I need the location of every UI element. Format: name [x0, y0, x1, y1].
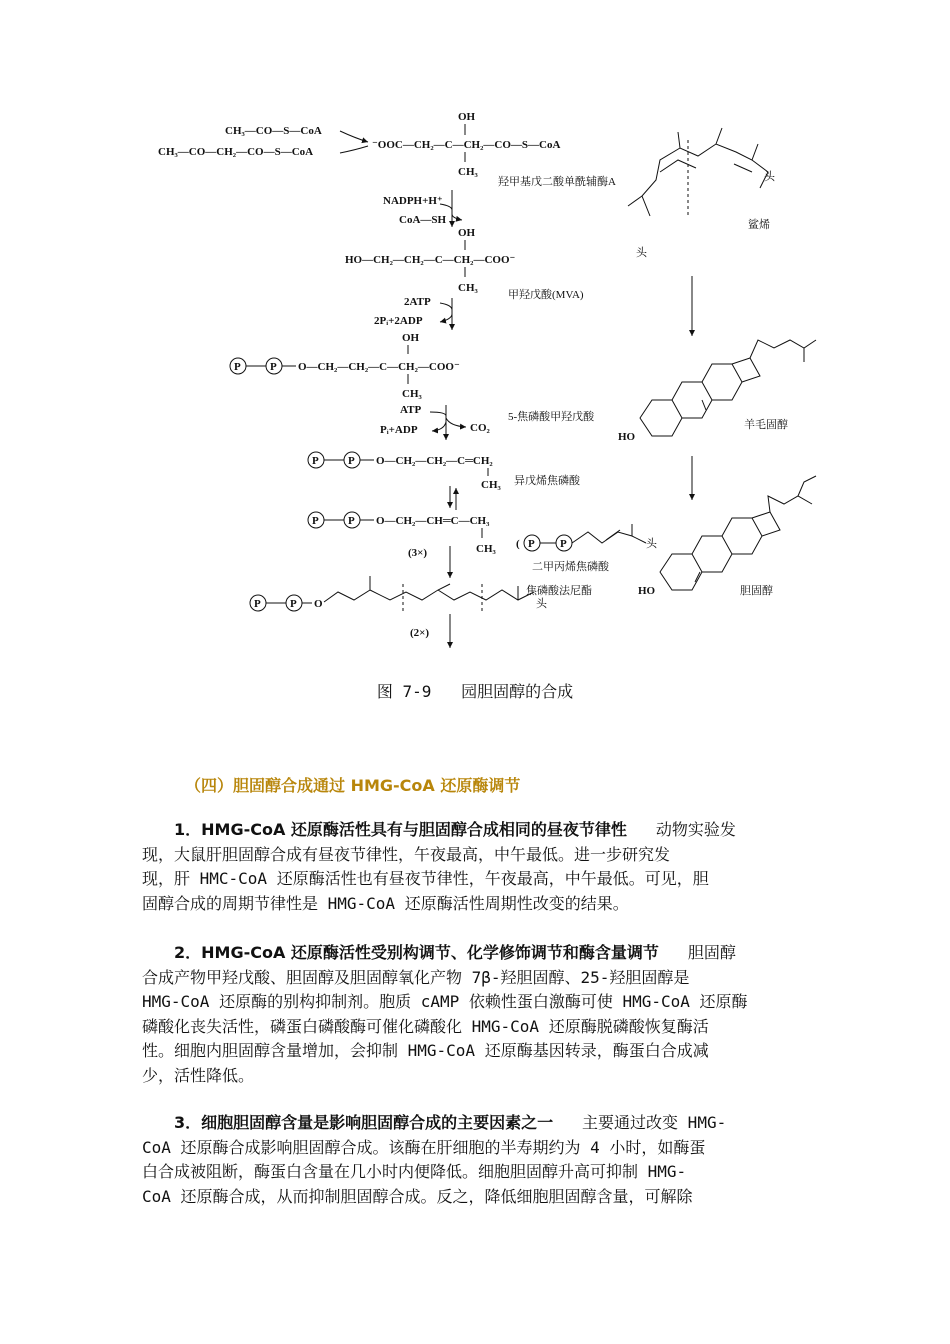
step1-nadph: NADPH+H⁺ — [383, 195, 443, 207]
svg-text:P: P — [234, 361, 241, 373]
lanosterol-ho: HO — [618, 431, 636, 443]
acetoacetyl-coa-formula: CH₃—CO—CH₂—CO—S—CoA — [158, 146, 314, 158]
step2-adp: 2Pᵢ+2ADP — [374, 315, 423, 327]
cholesterol-name: 胆固醇 — [740, 585, 773, 597]
ipp-name: 异戊烯焦磷酸 — [514, 475, 580, 487]
ppmva-oh: OH — [402, 332, 420, 344]
dmapp-name: 二甲丙烯焦磷酸 — [532, 561, 609, 573]
ipp-ch3: CH₃ — [481, 479, 501, 491]
ppmva-ch3: CH₃ — [402, 388, 422, 400]
acetyl-coa-formula: CH₃—CO—S—CoA — [225, 125, 322, 137]
condensation-arrow-2 — [340, 146, 368, 153]
squalene-head-1: 头 — [764, 171, 775, 183]
svg-text:P: P — [290, 598, 297, 610]
step3-co2: CO₂ — [470, 422, 490, 434]
section-heading: （四）胆固醇合成通过 HMG-CoA 还原酶调节 — [185, 776, 521, 795]
step1-coash: CoA—SH — [399, 214, 447, 226]
step3-adp: Pᵢ+ADP — [380, 424, 418, 436]
cholesterol-ho: HO — [638, 585, 656, 597]
paragraph-2: 2．HMG-CoA 还原酶活性受别构调节、化学修饰调节和酶含量调节 胆固醇 合成产物甲羟戊酸、胆固醇及胆固醇氧化产物 7β-羟胆固醇、25-羟胆固醇是 HMG-CoA 还原酶的别构抑制剂。胞质 cAMP 依赖性蛋白激酶可使 HMG-CoA 还原酶 磷酸化丧失活性，磷蛋白磷酸酶可催化磷酸化 HMG-CoA 还原酶脱磷酸恢复酶活 性。细胞内胆固醇含量增加，会抑制 HMG-CoA 还原酶基因转录，酶蛋白合成减 少，活性降低。 — [142, 943, 748, 1085]
lanosterol-name: 羊毛固醇 — [744, 419, 788, 431]
fpp-head: 头 — [536, 598, 547, 610]
fpp-skeletal — [324, 576, 534, 602]
cholesterol-synthesis-diagram — [140, 100, 820, 660]
condensation-arrow-1 — [340, 131, 368, 142]
condense-3x-label: (3×) — [408, 547, 428, 559]
paragraph-heading: 2．HMG-CoA 还原酶活性受别构调节、化学修饰调节和酶含量调节 — [174, 943, 659, 962]
svg-text:P: P — [312, 515, 319, 527]
skeletal-open-paren: ( — [516, 538, 520, 550]
step3-atp: ATP — [400, 404, 422, 416]
dmapp-head: 头 — [646, 538, 657, 550]
squalene-head-2: 头 — [636, 247, 647, 259]
svg-text:P: P — [560, 538, 567, 550]
figure-title: 园胆固醇的合成 — [461, 682, 574, 701]
ppmva-chain: O—CH₂—CH₂—C—CH₂—COO⁻ — [298, 361, 460, 373]
lanosterol-structure — [640, 340, 816, 436]
figure-caption — [0, 679, 950, 702]
cholesterol-structure — [660, 476, 816, 590]
svg-text:P: P — [348, 455, 355, 467]
hmg-coa-chain: ⁻OOC—CH₂—C—CH₂—CO—S—CoA — [372, 139, 561, 151]
paragraph-3: 3．细胞胆固醇含量是影响胆固醇合成的主要因素之一 主要通过改变 HMG- CoA 还原酶合成影响胆固醇合成。该酶在肝细胞的半寿期约为 4 小时，如酶蛋 白合成被阻断，酶蛋白含量在几小时内便降低。细胞胆固醇升高可抑制 HMG- CoA 还原酶合成，从而抑制胆固醇合成。反之，降低细胞胆固醇含量，可解除 — [142, 1113, 727, 1206]
svg-text:P: P — [528, 538, 535, 550]
svg-text:P: P — [254, 598, 261, 610]
svg-text:O: O — [314, 598, 323, 610]
squalene-structure — [628, 128, 768, 216]
step2-atp: 2ATP — [404, 296, 431, 308]
svg-text:P: P — [348, 515, 355, 527]
dmapp-chain: O—CH₂—CH═C—CH₃ — [376, 515, 490, 527]
paragraph-1: 1．HMG-CoA 还原酶活性具有与胆固醇合成相同的昼夜节律性 动物实验发 现，大鼠肝胆固醇合成有昼夜节律性，午夜最高，中午最低。进一步研究发 现，肝 HMC-CoA 还原酶活性也有昼夜节律性，午夜最高，中午最低。可见，胆 固醇合成的周期节律性是 HMG-CoA 还原酶活性周期性改变的结果。 — [142, 820, 736, 913]
svg-text:P: P — [270, 361, 277, 373]
mva-chain: HO—CH₂—CH₂—C—CH₂—COO⁻ — [345, 254, 516, 266]
figure-number: 图 7-9 — [376, 682, 432, 701]
squalene-name: 鲨烯 — [748, 219, 770, 231]
hmg-coa-oh: OH — [458, 111, 476, 123]
hmg-coa-name: 羟甲基戊二酸单酰辅酶A — [498, 176, 616, 188]
paragraph-heading: 3．细胞胆固醇含量是影响胆固醇合成的主要因素之一 — [174, 1113, 554, 1132]
mva-oh: OH — [458, 227, 476, 239]
ipp-chain: O—CH₂—CH₂—C═CH₂ — [376, 455, 493, 467]
condense-2x-label: (2×) — [410, 627, 430, 639]
mva-name: 甲羟戊酸(MVA) — [508, 289, 584, 301]
paragraph-heading: 1．HMG-CoA 还原酶活性具有与胆固醇合成相同的昼夜节律性 — [174, 820, 627, 839]
dmapp-ch3: CH₃ — [476, 543, 496, 555]
fpp-name: 焦磷酸法尼酯 — [526, 585, 592, 597]
ppmva-name: 5-焦磷酸甲羟戊酸 — [508, 411, 595, 423]
svg-text:P: P — [312, 455, 319, 467]
mva-ch3: CH₃ — [458, 282, 478, 294]
hmg-coa-ch3: CH₃ — [458, 166, 478, 178]
